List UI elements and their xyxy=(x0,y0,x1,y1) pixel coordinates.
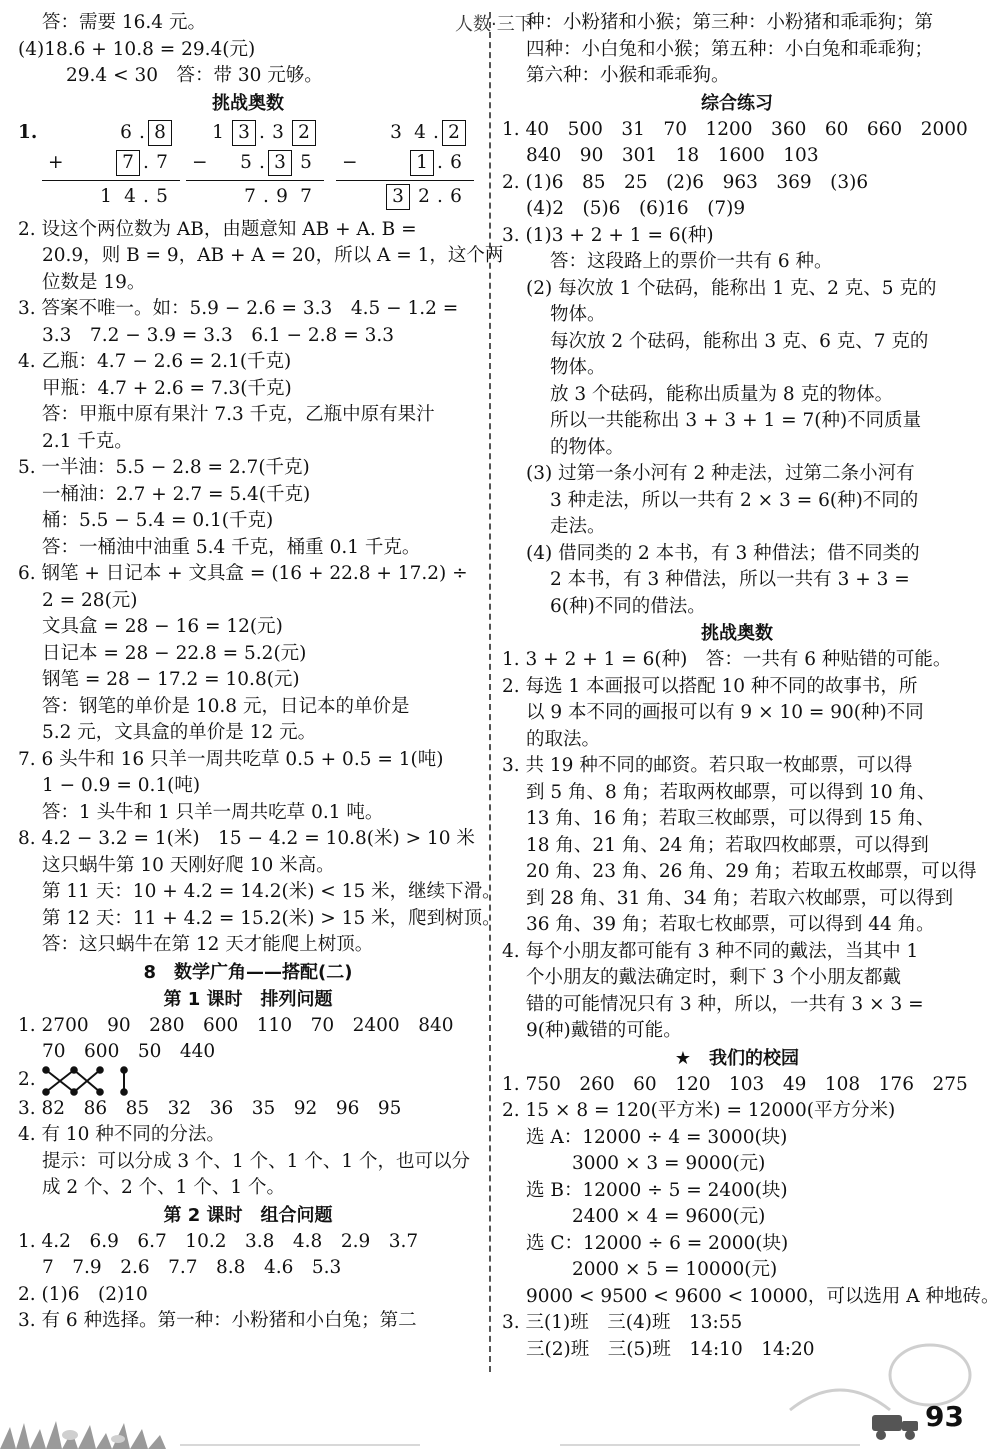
calc-row-middle xyxy=(336,149,474,177)
answer-line: (2) 每次放 1 个砝码，能称出 1 克、2 克、5 克的 xyxy=(526,277,937,299)
answer-line: 3000 × 3 = 9000(元) xyxy=(572,1153,766,1174)
answer-line: 选 B：12000 ÷ 5 = 2400(块) xyxy=(526,1179,788,1201)
calc-digit: 3 xyxy=(272,121,284,143)
filled-box-digit: 2 xyxy=(442,120,466,146)
answer-line: 答：一桶油中油重 5.4 千克，桶重 0.1 千克。 xyxy=(42,536,421,558)
answer-line: 个小朋友的戴法确定时，剩下 3 个小朋友都戴 xyxy=(526,967,902,988)
answer-line: 四种：小白兔和小猴；第五种：小白兔和乖乖狗； xyxy=(526,38,934,60)
calc-digit: 9 xyxy=(276,185,288,207)
answer-line: 三(2)班 三(5)班 14:10 14:20 xyxy=(526,1338,815,1360)
answer-line: 放 3 个砝码，能称出质量为 8 克的物体。 xyxy=(550,383,894,405)
section-heading-campus: ★ 我们的校园 xyxy=(674,1047,800,1069)
answer-line: 70 600 50 440 xyxy=(42,1041,216,1062)
calc-digit: 3 xyxy=(390,121,402,143)
calc-digit: . xyxy=(143,151,149,173)
column-divider xyxy=(489,12,491,1372)
answer-line: 5. 一半油：5.5 − 2.8 = 2.7(千克) xyxy=(18,457,310,478)
section-heading-review: 综合练习 xyxy=(701,92,773,114)
answers-block-review xyxy=(502,117,972,621)
answer-line: 20.9，则 B = 9，AB + A = 20，所以 A = 1，这个两 xyxy=(42,245,504,266)
answer-line: 到 28 角、31 角、34 角；若取六枚邮票，可以得到 xyxy=(526,887,954,909)
answer-line: 6(种)不同的借法。 xyxy=(550,595,706,617)
answer-line: 3.3 7.2 − 3.9 = 3.3 6.1 − 2.8 = 3.3 xyxy=(42,324,394,346)
calc-digit: 6 xyxy=(450,151,462,173)
answer-line: 20 角、23 角、26 角、29 角；若取五枚邮票，可以得 xyxy=(526,861,977,882)
filled-box-digit: 7 xyxy=(116,150,140,176)
answer-line: 4. 每个小朋友都可能有 3 种不同的戴法，当其中 1 xyxy=(502,940,919,962)
answer-line: 1 − 0.9 = 0.1(吨) xyxy=(42,775,201,796)
answer-line: 错的可能情况只有 3 种，所以，一共有 3 × 3 = xyxy=(526,993,924,1015)
answer-line: 2.1 千克。 xyxy=(42,430,133,452)
vertical-calculations xyxy=(18,119,478,215)
calc-digit: 5 xyxy=(300,151,312,173)
calc-bar xyxy=(336,180,474,181)
calc-digit: 6 xyxy=(450,185,462,207)
calc-row-top xyxy=(42,119,180,147)
calc-row-middle xyxy=(186,149,324,177)
answer-line: 选 C：12000 ÷ 6 = 2000(块) xyxy=(526,1232,789,1254)
answers-block-challenge xyxy=(502,647,977,1045)
answer-line: 7 7.9 2.6 7.7 8.8 4.6 5.3 xyxy=(42,1257,342,1278)
calc-row-top xyxy=(336,119,474,147)
calc-addition xyxy=(42,119,180,213)
answer-line: 3 种走法，所以一共有 2 × 3 = 6(种)不同的 xyxy=(550,489,919,511)
section-heading-challenge-2: 挑战奥数 xyxy=(701,623,773,644)
answer-line: 提示：可以分成 3 个、1 个、1 个、1 个，也可以分 xyxy=(42,1150,470,1172)
answer-line: 的取法。 xyxy=(526,728,601,750)
answer-line: 答：钢笔的单价是 10.8 元，日记本的单价是 xyxy=(42,695,410,717)
matching-figure-line xyxy=(18,1066,478,1096)
calc-digit: 7 xyxy=(300,185,312,207)
section-heading-challenge: 挑战奥数 xyxy=(212,92,284,114)
answer-line: 1. 750 260 60 120 103 49 108 176 275 xyxy=(502,1073,968,1095)
answer-line: 9(种)戴错的可能。 xyxy=(526,1020,682,1041)
answer-line: 甲瓶：4.7 + 2.6 = 7.3(千克) xyxy=(42,377,292,399)
answer-line: 选 A：12000 ÷ 4 = 3000(块) xyxy=(526,1126,788,1148)
answers-block-1 xyxy=(18,217,504,959)
answer-line: 位数是 19。 xyxy=(42,271,146,293)
unit-heading: 8 数学广角——搭配(二) xyxy=(143,961,353,983)
calc-digit: . xyxy=(259,121,265,143)
calc-digit: 4 xyxy=(414,121,426,143)
answer-line: (4)2 (5)6 (6)16 (7)9 xyxy=(526,198,746,219)
filled-box-digit: 3 xyxy=(386,184,410,210)
answer-line: 2000 × 5 = 10000(元) xyxy=(572,1259,778,1280)
calc-digit: 5 xyxy=(240,151,252,173)
answer-line: 3. (1)3 + 2 + 1 = 6(种) xyxy=(502,224,714,246)
answer-line: 走法。 xyxy=(550,516,606,537)
answer-line: 2 本书，有 3 种借法，所以一共有 3 + 3 = xyxy=(550,569,910,590)
question-number: 1. xyxy=(18,121,38,143)
answer-line: 一桶油：2.7 + 2.7 = 5.4(千克) xyxy=(42,483,311,505)
answer-line: 2. 15 × 8 = 120(平方米) = 12000(平方分米) xyxy=(502,1100,896,1121)
answer-line: 物体。 xyxy=(550,304,606,325)
calc-row-result xyxy=(42,183,180,211)
answer-line: 4. 有 10 种不同的分法。 xyxy=(18,1124,225,1145)
calc-digit: . xyxy=(139,121,145,143)
answer-line: 5.2 元，文具盒的单价是 12 元。 xyxy=(42,722,317,743)
answer-line: 第 12 天：11 + 4.2 = 15.2(米) > 15 米，爬到树顶。 xyxy=(42,907,501,929)
answer-line: 1. 40 500 31 70 1200 360 60 660 2000 xyxy=(502,118,968,140)
filled-box-digit: 3 xyxy=(232,120,256,146)
calc-digit: 1 xyxy=(100,185,112,207)
answer-line: 2. 每选 1 本画报可以搭配 10 种不同的故事书，所 xyxy=(502,675,918,697)
answer-line: 物体。 xyxy=(550,357,606,378)
calc-subtraction-2 xyxy=(336,119,474,213)
answer-line: 桶：5.5 − 5.4 = 0.1(千克) xyxy=(42,510,274,531)
calc-digit: . xyxy=(437,185,443,207)
calc-digit: . xyxy=(433,121,439,143)
calc-operator: + xyxy=(48,151,64,173)
answer-line: 答：需要 16.4 元。 xyxy=(42,12,206,33)
answer-line: 每次放 2 个砝码，能称出 3 克、6 克、7 克的 xyxy=(550,330,929,352)
answer-line: 答：这段路上的票价一共有 6 种。 xyxy=(550,251,833,272)
calc-digit: 6 xyxy=(120,121,132,143)
answer-line: 以 9 本不同的画报可以有 9 × 10 = 90(种)不同 xyxy=(526,702,924,723)
answer-line: 3. 有 6 种选择。第一种：小粉猪和小白兔；第二 xyxy=(18,1310,417,1331)
calc-row-result xyxy=(186,183,324,211)
answer-line: 答：甲瓶中原有果汁 7.3 千克，乙瓶中原有果汁 xyxy=(42,404,435,425)
answer-line: 8. 4.2 − 3.2 = 1(米) 15 − 4.2 = 10.8(米) > 10 米 xyxy=(18,828,475,849)
lesson-heading-2: 第 2 课时 组合问题 xyxy=(163,1204,333,1226)
answer-line: 18 角、21 角、24 角；若取四枚邮票，可以得到 xyxy=(526,834,929,856)
answer-line: 2400 × 4 = 9600(元) xyxy=(572,1206,766,1227)
answer-line: 840 90 301 18 1600 103 xyxy=(526,145,819,166)
answer-line: 答：1 头牛和 1 只羊一周共吃草 0.1 吨。 xyxy=(42,801,384,823)
answer-line: 9000 < 9500 < 9600 < 10000，可以选用 A 种地砖。 xyxy=(526,1285,1000,1307)
answer-line: 钢笔 = 28 − 17.2 = 10.8(元) xyxy=(42,669,300,690)
truck-icon xyxy=(868,1403,924,1443)
answer-line: 到 5 角、8 角；若取两枚邮票，可以得到 10 角、 xyxy=(526,781,936,803)
filled-box-digit: 8 xyxy=(148,120,172,146)
answer-line: 成 2 个、2 个、1 个、1 个。 xyxy=(42,1177,285,1198)
answer-line: 13 角、16 角；若取三枚邮票，可以得到 15 角、 xyxy=(526,808,935,829)
answer-line: 1. 4.2 6.9 6.7 10.2 3.8 4.8 2.9 3.7 xyxy=(18,1230,419,1252)
answer-line: 这只蜗牛第 10 天刚好爬 10 米高。 xyxy=(42,854,335,876)
calc-digit: 5 xyxy=(156,185,168,207)
answer-line: 2. (1)6 (2)10 xyxy=(18,1283,148,1305)
answer-line: 种：小粉猪和小猴；第三种：小粉猪和乖乖狗；第 xyxy=(526,12,934,33)
calc-row-result xyxy=(336,183,474,211)
question-number: 2. xyxy=(18,1069,36,1091)
answer-line: 第六种：小猴和乖乖狗。 xyxy=(526,65,730,86)
filled-box-digit: 3 xyxy=(268,150,292,176)
answer-line: 第 11 天：10 + 4.2 = 14.2(米) < 15 米，继续下滑。 xyxy=(42,881,501,902)
filled-box-digit: 1 xyxy=(410,150,434,176)
answer-line: 36 角、39 角；若取七枚邮票，可以得到 44 角。 xyxy=(526,914,935,935)
right-column xyxy=(502,10,1000,1363)
answer-line: 2 = 28(元) xyxy=(42,589,138,611)
calc-operator: − xyxy=(192,151,208,173)
answers-block-campus xyxy=(502,1072,1000,1364)
footer-subject: 人数·三下 xyxy=(455,14,533,35)
calc-row-middle xyxy=(42,149,180,177)
calc-digit: . xyxy=(259,151,265,173)
answer-line: 3. 答案不唯一。如：5.9 − 2.6 = 3.3 4.5 − 1.2 = xyxy=(18,298,459,319)
answer-line: 文具盒 = 28 − 16 = 12(元) xyxy=(42,616,283,637)
answer-line: (4)18.6 + 10.8 = 29.4(元) xyxy=(18,38,256,60)
calc-digit: . xyxy=(263,185,269,207)
answer-line: 3. 共 19 种不同的邮资。若只取一枚邮票，可以得 xyxy=(502,755,913,776)
calc-digit: 7 xyxy=(244,185,256,207)
calc-digit: 4 xyxy=(124,185,136,207)
answer-line: 1. 3 + 2 + 1 = 6(种) 答：一共有 6 种贴错的可能。 xyxy=(502,649,952,670)
calc-digit: 1 xyxy=(212,121,224,143)
answer-line: (4) 借同类的 2 本书，有 3 种借法；借不同类的 xyxy=(526,542,920,564)
calc-operator: − xyxy=(342,151,358,173)
crossing-lines-figure xyxy=(40,1066,140,1096)
page-number: 93 xyxy=(925,1400,964,1433)
answer-line: 3. 三(1)班 三(4)班 13:55 xyxy=(502,1312,743,1333)
answer-line: 4. 乙瓶：4.7 − 2.6 = 2.1(千克) xyxy=(18,351,292,372)
calc-bar xyxy=(186,180,324,181)
answer-line: 2. 设这个两位数为 AB，由题意知 AB + A. B = xyxy=(18,218,417,240)
answer-line: 1. 2700 90 280 600 110 70 2400 840 xyxy=(18,1014,454,1036)
answer-line: 的物体。 xyxy=(550,436,625,458)
calc-digit: . xyxy=(143,185,149,207)
filled-box-digit: 2 xyxy=(292,120,316,146)
calc-digit: . xyxy=(437,151,443,173)
answer-line: (3) 过第一条小河有 2 种走法，过第二条小河有 xyxy=(526,463,915,484)
answer-line: 所以一共能称出 3 + 3 + 1 = 7(种)不同质量 xyxy=(550,410,922,431)
answer-line: 答：这只蜗牛在第 12 天才能爬上树顶。 xyxy=(42,934,374,955)
answer-line: 2. (1)6 85 25 (2)6 963 369 (3)6 xyxy=(502,171,869,193)
answer-line: 29.4 < 30 答：带 30 元够。 xyxy=(66,65,323,86)
calc-digit: 2 xyxy=(418,185,430,207)
answer-line: 日记本 = 28 − 22.8 = 5.2(元) xyxy=(42,642,307,664)
lesson-heading-1: 第 1 课时 排列问题 xyxy=(163,988,333,1010)
answer-line: 3. 82 86 85 32 36 35 92 96 95 xyxy=(18,1097,402,1119)
calc-row-top xyxy=(186,119,324,147)
calc-subtraction-1 xyxy=(186,119,324,213)
calc-bar xyxy=(42,180,180,181)
answer-line: 7. 6 头牛和 16 只羊一周共吃草 0.5 + 0.5 = 1(吨) xyxy=(18,748,444,770)
calc-digit: 7 xyxy=(156,151,168,173)
answer-line: 6. 钢笔 + 日记本 + 文具盒 = (16 + 22.8 + 17.2) ÷ xyxy=(18,563,468,584)
